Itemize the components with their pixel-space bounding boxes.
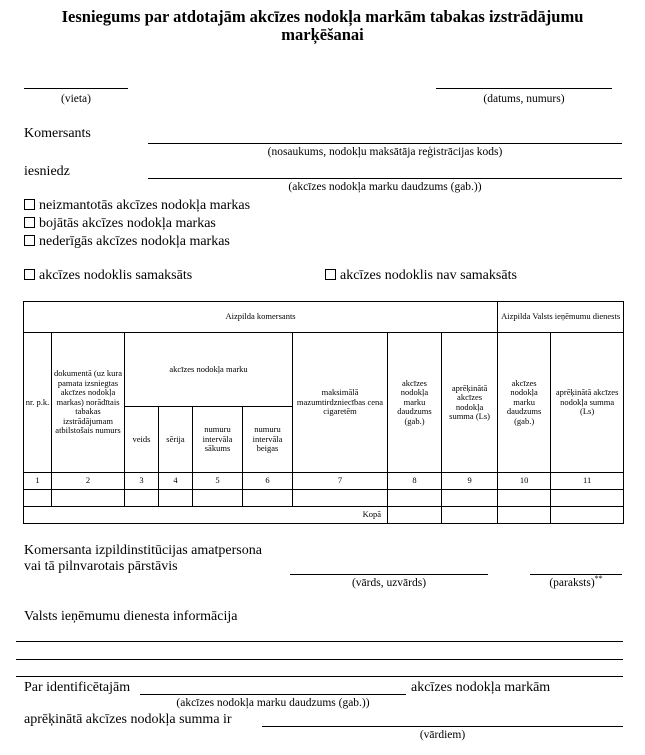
option-tax-unpaid[interactable] — [325, 268, 517, 284]
merchant-line[interactable] — [148, 143, 622, 144]
header-num-end: numuru intervāla beigas — [243, 407, 293, 473]
tax-paid-label: akcīzes nodoklis samaksāts — [39, 268, 193, 283]
official-label-2: vai tā pilnvarotais pārstāvis — [24, 559, 178, 574]
col-number: 10 — [498, 473, 551, 490]
total-quantity-cell[interactable] — [388, 507, 442, 524]
table-cell[interactable] — [551, 490, 624, 507]
place-caption: (vieta) — [60, 93, 91, 105]
date-caption: (datums, numurs) — [483, 93, 565, 105]
table-cell[interactable] — [193, 490, 243, 507]
col-number: 8 — [388, 473, 442, 490]
submits-line[interactable] — [148, 178, 622, 179]
date-line[interactable] — [436, 88, 612, 89]
signature-caption — [530, 574, 622, 590]
marks-table — [23, 301, 624, 524]
table-cell[interactable] — [442, 490, 498, 507]
table-cell[interactable] — [52, 490, 125, 507]
header-type: veids — [125, 407, 159, 473]
checkbox-tax-paid[interactable] — [24, 269, 35, 280]
calc-words-line[interactable] — [262, 726, 623, 727]
col-number: 11 — [551, 473, 624, 490]
option-tax-paid[interactable] — [24, 268, 192, 284]
checkbox-invalid[interactable] — [24, 235, 35, 246]
title-line-1: Iesniegums par atdotajām akcīzes nodokļa markām tabakas izstrādājumu — [61, 7, 584, 26]
merchant-label: Komersants — [24, 126, 91, 141]
col-number: 9 — [442, 473, 498, 490]
col-number: 6 — [243, 473, 293, 490]
sid-info-label: Valsts ieņēmumu dienesta informācija — [24, 609, 238, 624]
table-row — [24, 490, 624, 507]
option-unused-label: neizmantotās akcīzes nodokļa markas — [39, 198, 251, 213]
header-sid-quantity: akcīzes nodokļa marku daudzums (gab.) — [498, 333, 551, 473]
words-caption: (vārdiem) — [419, 729, 466, 741]
total-label: Kopā — [24, 507, 388, 524]
identified-suffix: akcīzes nodokļa markām — [411, 680, 551, 695]
option-damaged[interactable] — [24, 216, 216, 232]
official-label-1: Komersanta izpildinstitūcijas amatpersona — [24, 543, 262, 558]
option-damaged-label: bojātās akcīzes nodokļa markas — [39, 216, 216, 231]
tax-unpaid-label: akcīzes nodoklis nav samaksāts — [340, 268, 517, 283]
col-number: 7 — [293, 473, 388, 490]
sid-info-line-2[interactable] — [16, 659, 623, 660]
group-merchant-header: Aizpilda komersants — [24, 302, 498, 333]
table-cell[interactable] — [159, 490, 193, 507]
signature-caption-text: (paraksts) — [549, 577, 595, 589]
header-sum: aprēķinātā akcīzes nodokļa summa (Ls) — [442, 333, 498, 473]
total-sum-cell[interactable] — [442, 507, 498, 524]
total-sid-quantity-cell[interactable] — [498, 507, 551, 524]
identified-caption: (akcīzes nodokļa marku daudzums (gab.)) — [176, 697, 370, 709]
col-number: 2 — [52, 473, 125, 490]
checkbox-unused[interactable] — [24, 199, 35, 210]
checkbox-tax-unpaid[interactable] — [325, 269, 336, 280]
table-cell[interactable] — [388, 490, 442, 507]
option-unused[interactable] — [24, 198, 250, 214]
header-num-start: numuru intervāla sākums — [193, 407, 243, 473]
signature-line[interactable] — [530, 574, 622, 575]
signature-footnote-mark: ** — [594, 574, 603, 583]
header-sid-sum: aprēķinātā akcīzes nodokļa summa (Ls) — [551, 333, 624, 473]
name-caption: (vārds, uzvārds) — [351, 577, 427, 589]
header-marks-group: akcīzes nodokļa marku — [125, 333, 293, 407]
table-cell[interactable] — [24, 490, 52, 507]
col-number: 1 — [24, 473, 52, 490]
option-invalid-label: nederīgās akcīzes nodokļa markas — [39, 234, 230, 249]
total-row — [24, 507, 624, 524]
header-quantity: akcīzes nodokļa marku daudzums (gab.) — [388, 333, 442, 473]
header-series: sērija — [159, 407, 193, 473]
header-document: dokumentā (uz kura pamata izsniegtas akcīzes nodokļa markas) norādītais tabakas izstrādājumam atbilstošais numurs — [52, 333, 125, 473]
header-nr: nr. p.k. — [24, 333, 52, 473]
group-sid-header: Aizpilda Valsts ieņēmumu dienests — [498, 302, 624, 333]
calc-label: aprēķinātā akcīzes nodokļa summa ir — [24, 712, 232, 727]
identified-prefix: Par identificētajām — [24, 680, 131, 695]
submits-label: iesniedz — [24, 164, 70, 179]
title-line-2: marķēšanai — [281, 25, 364, 44]
merchant-caption: (nosaukums, nodokļu maksātāja reģistrācijas kods) — [267, 146, 503, 158]
identified-quantity-line[interactable] — [140, 694, 406, 695]
table-cell[interactable] — [125, 490, 159, 507]
table-cell[interactable] — [293, 490, 388, 507]
submits-caption: (akcīzes nodokļa marku daudzums (gab.)) — [288, 181, 482, 193]
checkbox-damaged[interactable] — [24, 217, 35, 228]
sid-info-line-3[interactable] — [16, 676, 623, 677]
total-sid-sum-cell[interactable] — [551, 507, 624, 524]
table-cell[interactable] — [498, 490, 551, 507]
name-line[interactable] — [290, 574, 488, 575]
col-number: 5 — [193, 473, 243, 490]
col-number: 4 — [159, 473, 193, 490]
sid-info-line-1[interactable] — [16, 641, 623, 642]
col-number: 3 — [125, 473, 159, 490]
table-cell[interactable] — [243, 490, 293, 507]
document-title — [20, 8, 625, 44]
option-invalid[interactable] — [24, 234, 230, 250]
header-max-price: maksimālā mazumtirdzniecības cena cigaretēm — [293, 333, 388, 473]
place-line[interactable] — [24, 88, 128, 89]
